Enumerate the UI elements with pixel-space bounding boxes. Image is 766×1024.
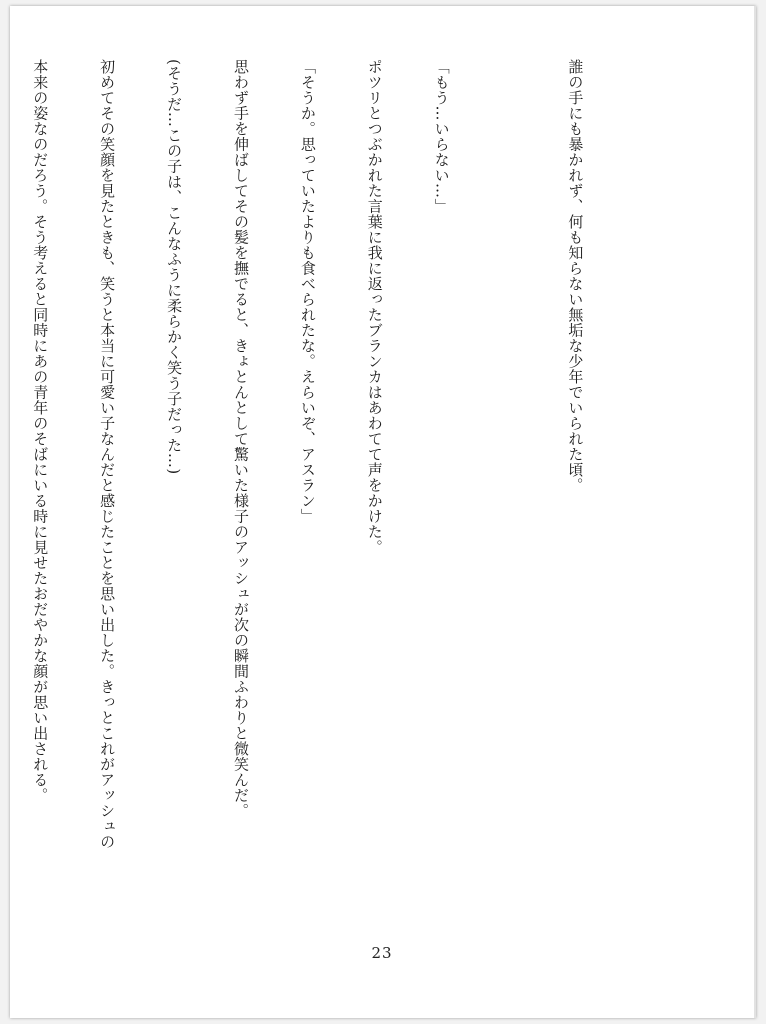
- page-number: 23: [371, 944, 393, 962]
- text-line: 誰の手にも暴かれず、何も知らない無垢な少年でいられた頃。: [566, 59, 585, 493]
- text-line: 「もう…いらない…」: [432, 59, 451, 214]
- body-text: [0, 59, 631, 869]
- text-line: (そうだ…この子は、こんなふうに柔らかく笑う子だった…): [165, 59, 184, 475]
- text-line: ポツリとつぶかれた言葉に我に返ったブランカはあわてて声をかけた。: [365, 59, 384, 555]
- book-page: [10, 6, 756, 1018]
- text-line: [497, 59, 519, 869]
- text-line: 思わず手を伸ばしてその髪を撫でると、きょとんとして驚いた様子のアッシュが次の瞬間ふわりと微笑んだ。: [231, 59, 250, 819]
- text-line: 本来の姿なのだろう。そう考えると同時にあの青年のそばにいる時に見せたおだやかな顔が思い出される。: [31, 59, 50, 803]
- text-line: 初めてその笑顔を見たときも、笑うと本当に可愛い子なんだと感じたことを思い出した。きっとこれがアッシュの: [98, 59, 117, 850]
- text-line: 「そうか。思っていたよりも食べられたな。えらいぞ、アスラン」: [298, 59, 317, 524]
